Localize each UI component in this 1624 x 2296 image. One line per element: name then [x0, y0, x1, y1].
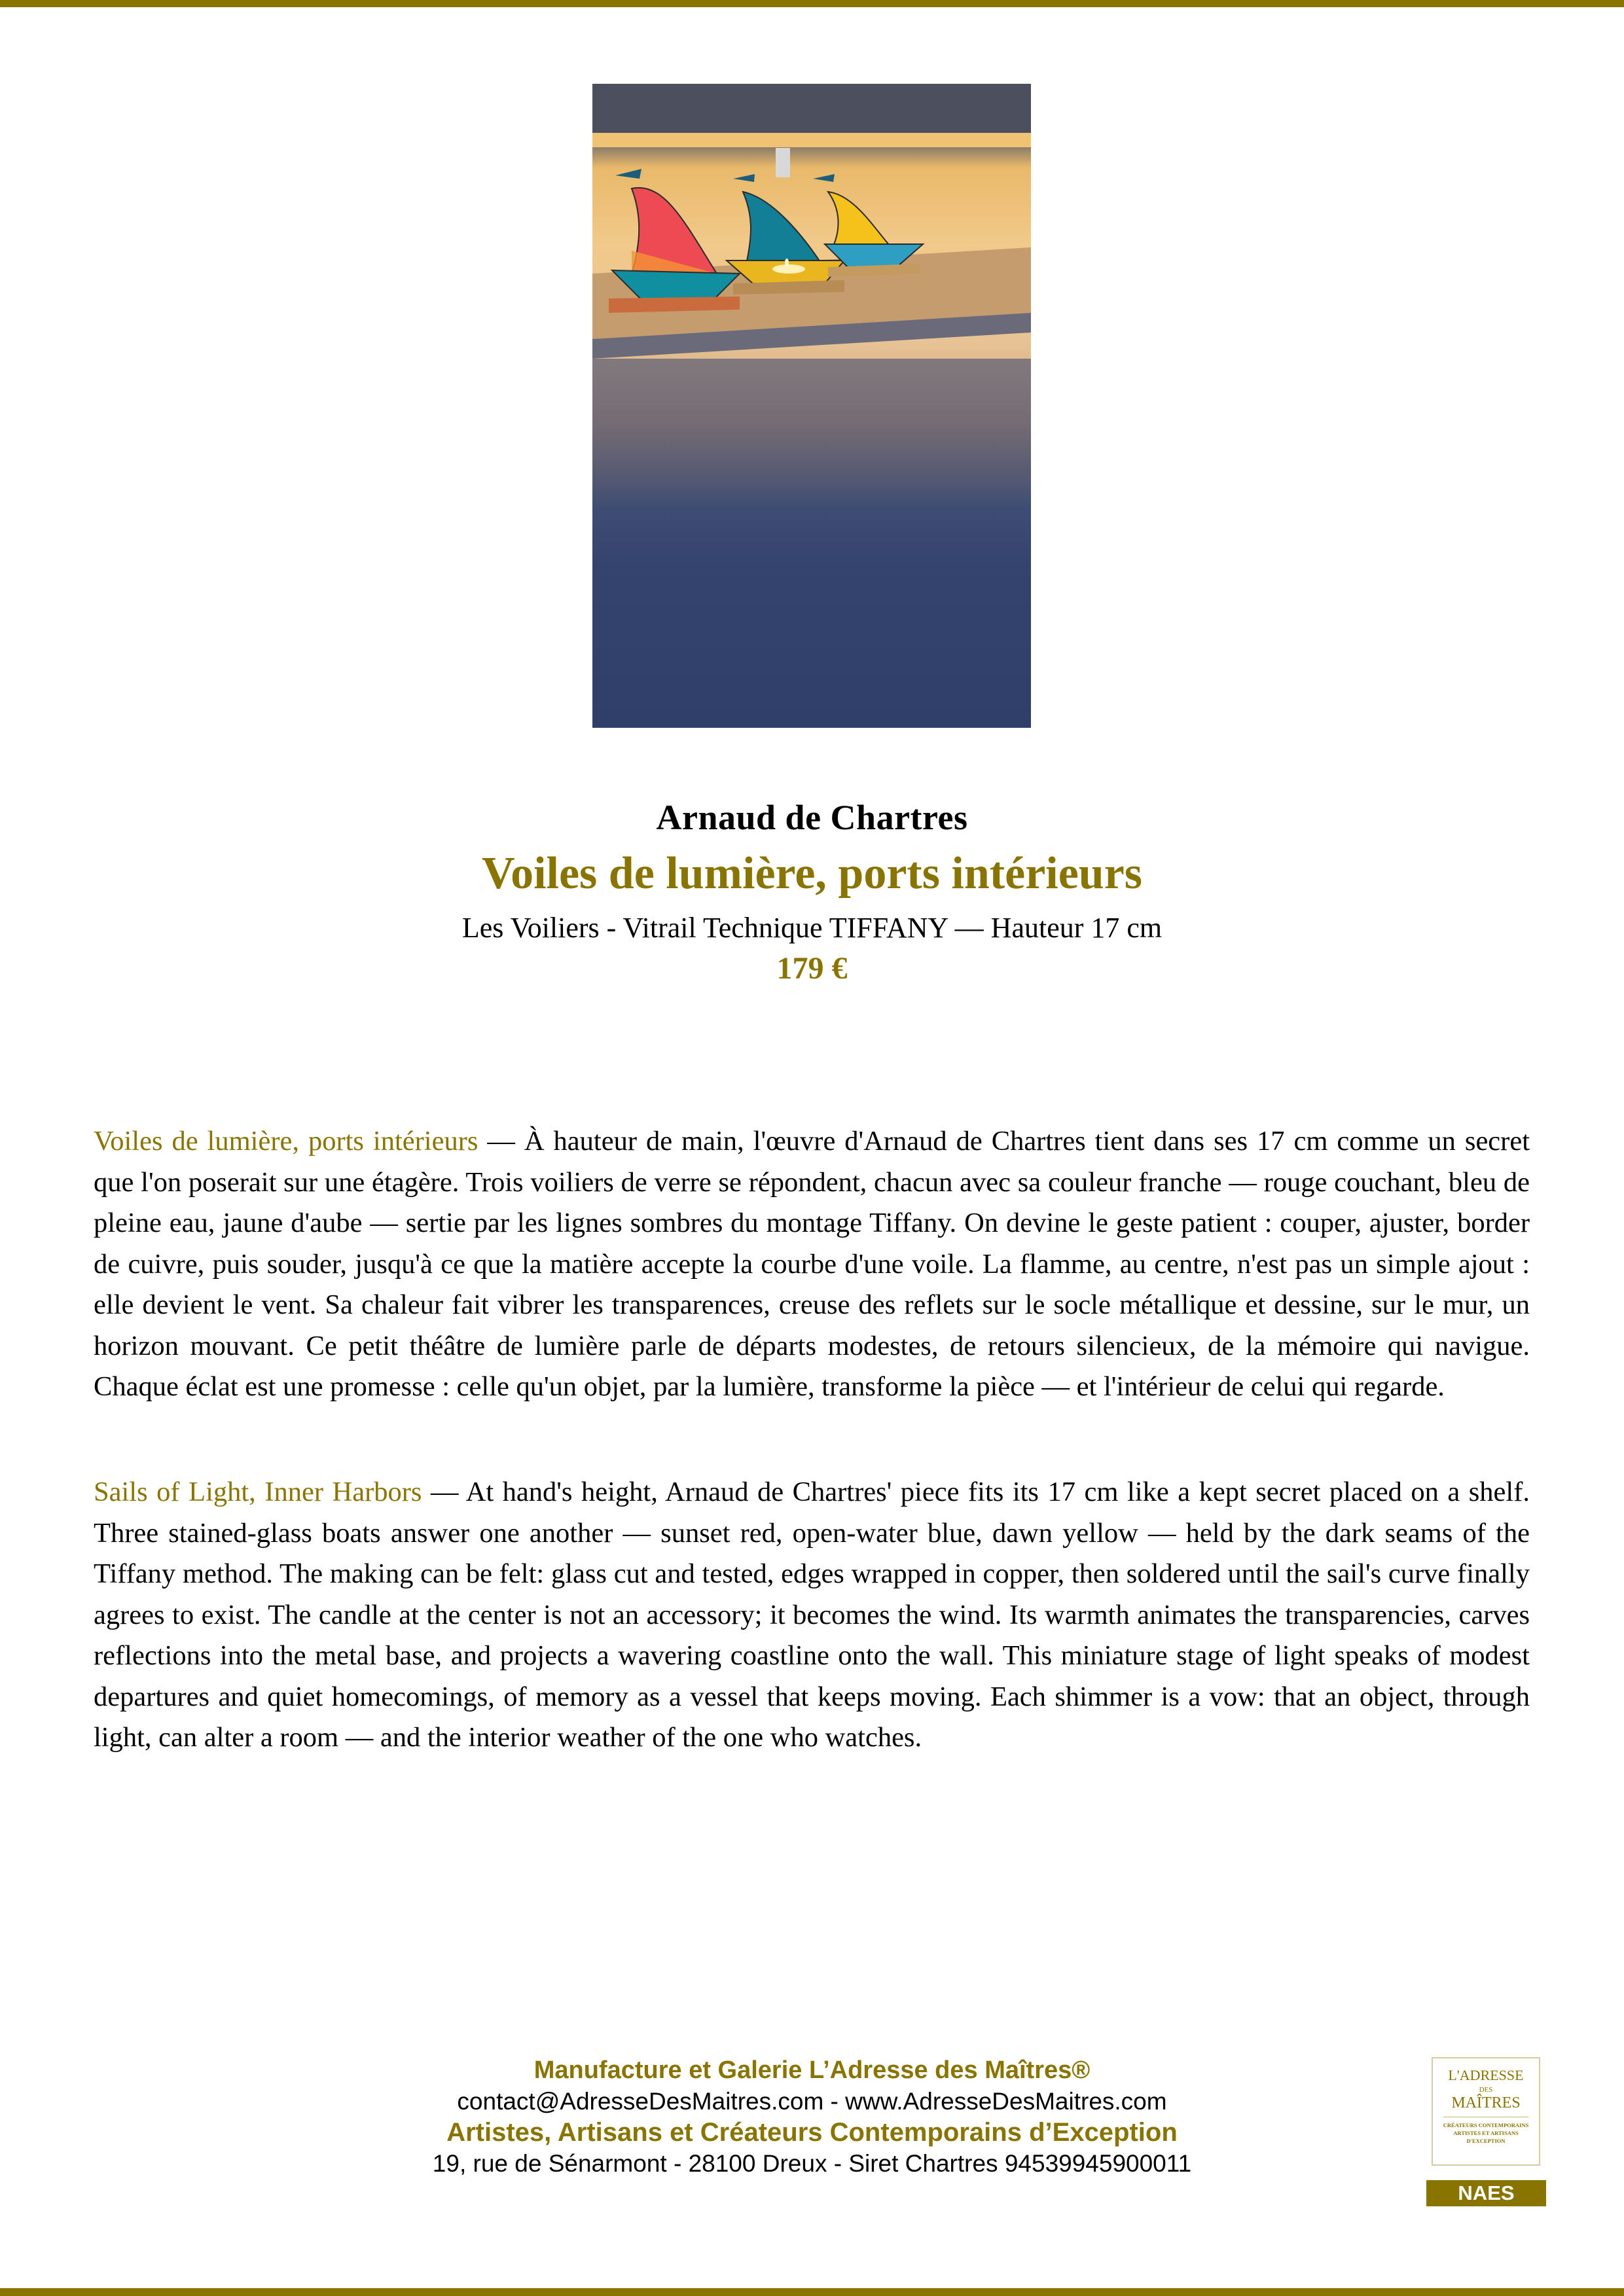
sailboats-illustration — [592, 84, 1031, 728]
product-photo — [592, 84, 1031, 728]
artwork-subtitle: Les Voiliers - Vitrail Technique TIFFANY — Hauteur 17 cm — [461, 912, 1163, 944]
description-french-lead: Voiles de lumière, ports intérieurs — [94, 1126, 478, 1157]
description-english — [94, 1472, 1530, 1759]
description-french-body: — À hauteur de main, l'œuvre d'Arnaud de Chartres tient dans ses 17 cm comme un secret que l'on poserait sur une étagère. Trois voiliers de verre se répondent, chacun avec sa couleur franche — rouge couchant, bleu de pleine eau, jaune d'aube — sertie par les lignes sombres du montage Tiffany. On devine le geste patient : couper, ajuster, border de cuivre, puis souder, jusqu'à ce que la matière accepte la courbe d'une voile. La flamme, au centre, n'est pas un simple ajout : elle devient le vent. Sa chaleur fait vibrer les transparences, creuse des reflets sur le socle métallique et dessine, sur le mur, un horizon mouvant. Ce petit théâtre de lumière parle de départs modestes, de retours silencieux, de la mémoire qui navigue. Chaque éclat est une promesse : celle qu'un objet, par la lumière, transforme la pièce — et l'intérieur de celui qui regarde. — [94, 1126, 1530, 1402]
bottom-accent-bar — [0, 2288, 1624, 2296]
logo-sub-2: ARTISTES ET ARTISANS — [1453, 2130, 1519, 2136]
footer — [0, 2055, 1624, 2179]
footer-contact[interactable]: contact@AdresseDesMaitres.com - www.AdresseDesMaitres.com — [457, 2088, 1167, 2115]
description-english-lead: Sails of Light, Inner Harbors — [94, 1477, 422, 1507]
logo-line-3: MAÎTRES — [1451, 2094, 1521, 2111]
description-english-body: — At hand's height, Arnaud de Chartres' piece fits its 17 cm like a kept secret placed on a shelf. Three stained-glass boats answer one another — sunset red, open-water blue, dawn yellow — held by the dark seams of the Tiffany method. The making can be felt: glass cut and tested, edges wrapped in copper, then soldered until the sail's curve finally agrees to exist. The candle at the center is not an accessory; it becomes the wind. Its warmth animates the transparencies, carves reflections into the metal base, and projects a wavering coastline onto the wall. This miniature stage of light speaks of modest departures and quiet homecomings, of memory as a vessel that keeps moving. Each shimmer is a vow: that an object, through light, can alter a room — and the interior weather of the one who watches. — [94, 1477, 1530, 1753]
footer-tagline: Artistes, Artisans et Créateurs Contemporains d’Exception — [446, 2118, 1178, 2147]
naes-badge: NAES — [1426, 2180, 1546, 2206]
logo-sub-3: D'EXCEPTION — [1466, 2138, 1506, 2144]
logo-sub-1: CRÉATEURS CONTEMPORAINS — [1443, 2122, 1529, 2128]
footer-address: 19, rue de Sénarmont - 28100 Dreux - Siret Chartres 94539945900011 — [432, 2150, 1192, 2177]
footer-company: Manufacture et Galerie L’Adresse des Maîtres® — [533, 2056, 1091, 2084]
description-french — [94, 1121, 1530, 1408]
artist-name: Arnaud de Chartres — [656, 798, 968, 837]
logo-line-1: L'ADRESSE — [1448, 2067, 1524, 2083]
artwork-title: Voiles de lumière, ports intérieurs — [481, 848, 1143, 899]
logo-line-2: DES — [1479, 2086, 1493, 2094]
top-accent-bar — [0, 0, 1624, 7]
artwork-price: 179 € — [776, 951, 848, 986]
brand-logo — [1432, 2057, 1540, 2166]
